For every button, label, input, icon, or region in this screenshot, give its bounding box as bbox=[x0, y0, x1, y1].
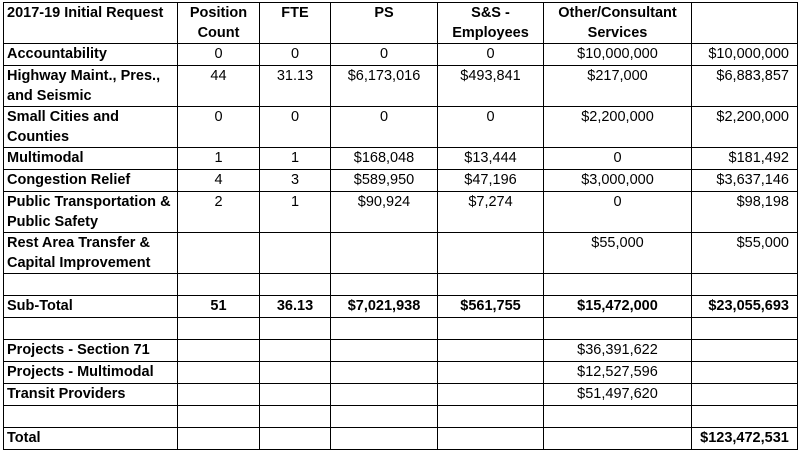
cell-fte bbox=[260, 340, 331, 362]
cell-label: Total bbox=[4, 428, 178, 450]
cell-fte: 3 bbox=[260, 170, 331, 192]
cell-position-count bbox=[178, 340, 260, 362]
cell-total: $23,055,693 bbox=[692, 296, 798, 318]
cell-ps: 0 bbox=[331, 44, 438, 66]
cell-ss-employees: 0 bbox=[438, 107, 544, 148]
cell-fte bbox=[260, 274, 331, 296]
cell-total bbox=[692, 362, 798, 384]
cell-other-consultant: $12,527,596 bbox=[544, 362, 692, 384]
cell-fte: 36.13 bbox=[260, 296, 331, 318]
cell-fte: 0 bbox=[260, 107, 331, 148]
cell-label bbox=[4, 406, 178, 428]
cell-total bbox=[692, 384, 798, 406]
cell-position-count bbox=[178, 384, 260, 406]
table-row bbox=[4, 192, 798, 233]
cell-fte: 1 bbox=[260, 192, 331, 233]
cell-position-count: 0 bbox=[178, 44, 260, 66]
cell-ss-employees: $13,444 bbox=[438, 148, 544, 170]
cell-ss-employees bbox=[438, 318, 544, 340]
cell-other-consultant: $51,497,620 bbox=[544, 384, 692, 406]
cell-fte bbox=[260, 428, 331, 450]
cell-ps: $168,048 bbox=[331, 148, 438, 170]
header-cell-total bbox=[692, 3, 798, 44]
cell-other-consultant: $3,000,000 bbox=[544, 170, 692, 192]
cell-fte bbox=[260, 384, 331, 406]
cell-total bbox=[692, 340, 798, 362]
cell-other-consultant: $15,472,000 bbox=[544, 296, 692, 318]
cell-other-consultant bbox=[544, 274, 692, 296]
cell-total: $123,472,531 bbox=[692, 428, 798, 450]
header-cell-fte: FTE bbox=[260, 3, 331, 44]
cell-label: Transit Providers bbox=[4, 384, 178, 406]
table-row bbox=[4, 362, 798, 384]
header-row bbox=[4, 3, 798, 44]
cell-position-count bbox=[178, 318, 260, 340]
cell-ps: $6,173,016 bbox=[331, 66, 438, 107]
cell-other-consultant: $55,000 bbox=[544, 233, 692, 274]
cell-ps bbox=[331, 318, 438, 340]
cell-ss-employees bbox=[438, 340, 544, 362]
cell-ss-employees bbox=[438, 362, 544, 384]
cell-fte: 31.13 bbox=[260, 66, 331, 107]
cell-fte bbox=[260, 318, 331, 340]
cell-position-count bbox=[178, 428, 260, 450]
cell-ss-employees bbox=[438, 428, 544, 450]
cell-label bbox=[4, 274, 178, 296]
cell-position-count bbox=[178, 406, 260, 428]
cell-total: $3,637,146 bbox=[692, 170, 798, 192]
cell-ps bbox=[331, 406, 438, 428]
cell-fte bbox=[260, 233, 331, 274]
cell-label bbox=[4, 318, 178, 340]
cell-position-count: 44 bbox=[178, 66, 260, 107]
cell-position-count bbox=[178, 233, 260, 274]
cell-total bbox=[692, 318, 798, 340]
cell-other-consultant: 0 bbox=[544, 148, 692, 170]
cell-ps bbox=[331, 384, 438, 406]
cell-label: Accountability bbox=[4, 44, 178, 66]
table-row bbox=[4, 428, 798, 450]
cell-label: Rest Area Transfer & Capital Improvement bbox=[4, 233, 178, 274]
cell-fte bbox=[260, 362, 331, 384]
header-cell-ss-employees: S&S - Employees bbox=[438, 3, 544, 44]
cell-ps: $90,924 bbox=[331, 192, 438, 233]
cell-other-consultant bbox=[544, 406, 692, 428]
cell-other-consultant: $217,000 bbox=[544, 66, 692, 107]
header-cell-position-count: Position Count bbox=[178, 3, 260, 44]
cell-position-count: 0 bbox=[178, 107, 260, 148]
cell-ss-employees: $7,274 bbox=[438, 192, 544, 233]
cell-label: Projects - Section 71 bbox=[4, 340, 178, 362]
table-row bbox=[4, 384, 798, 406]
table-row bbox=[4, 274, 798, 296]
header-cell-other-consultant: Other/Consultant Services bbox=[544, 3, 692, 44]
table-row bbox=[4, 406, 798, 428]
cell-total: $10,000,000 bbox=[692, 44, 798, 66]
cell-position-count: 51 bbox=[178, 296, 260, 318]
cell-ps bbox=[331, 362, 438, 384]
cell-other-consultant: $10,000,000 bbox=[544, 44, 692, 66]
cell-other-consultant: $36,391,622 bbox=[544, 340, 692, 362]
table-row bbox=[4, 233, 798, 274]
cell-ps bbox=[331, 340, 438, 362]
cell-total bbox=[692, 406, 798, 428]
cell-other-consultant: $2,200,000 bbox=[544, 107, 692, 148]
table-row bbox=[4, 170, 798, 192]
cell-position-count: 4 bbox=[178, 170, 260, 192]
header-cell-request: 2017-19 Initial Request bbox=[4, 3, 178, 44]
table-row bbox=[4, 296, 798, 318]
cell-label: Public Transportation & Public Safety bbox=[4, 192, 178, 233]
cell-total: $181,492 bbox=[692, 148, 798, 170]
table-row bbox=[4, 66, 798, 107]
cell-label: Small Cities and Counties bbox=[4, 107, 178, 148]
cell-label: Congestion Relief bbox=[4, 170, 178, 192]
cell-position-count: 2 bbox=[178, 192, 260, 233]
cell-other-consultant bbox=[544, 428, 692, 450]
cell-label: Multimodal bbox=[4, 148, 178, 170]
table-row bbox=[4, 148, 798, 170]
cell-ps bbox=[331, 233, 438, 274]
cell-position-count bbox=[178, 274, 260, 296]
cell-total: $6,883,857 bbox=[692, 66, 798, 107]
cell-ps: $589,950 bbox=[331, 170, 438, 192]
cell-ps: $7,021,938 bbox=[331, 296, 438, 318]
cell-ps bbox=[331, 428, 438, 450]
cell-label: Sub-Total bbox=[4, 296, 178, 318]
cell-ss-employees: $47,196 bbox=[438, 170, 544, 192]
header-cell-ps: PS bbox=[331, 3, 438, 44]
cell-ss-employees bbox=[438, 274, 544, 296]
cell-ss-employees: 0 bbox=[438, 44, 544, 66]
cell-fte: 0 bbox=[260, 44, 331, 66]
cell-ss-employees bbox=[438, 406, 544, 428]
cell-ss-employees: $493,841 bbox=[438, 66, 544, 107]
cell-total: $98,198 bbox=[692, 192, 798, 233]
cell-fte bbox=[260, 406, 331, 428]
cell-ss-employees: $561,755 bbox=[438, 296, 544, 318]
cell-ps: 0 bbox=[331, 107, 438, 148]
cell-position-count bbox=[178, 362, 260, 384]
cell-label: Highway Maint., Pres., and Seismic bbox=[4, 66, 178, 107]
table-row bbox=[4, 340, 798, 362]
cell-fte: 1 bbox=[260, 148, 331, 170]
cell-other-consultant: 0 bbox=[544, 192, 692, 233]
cell-total bbox=[692, 274, 798, 296]
table-row bbox=[4, 44, 798, 66]
cell-ss-employees bbox=[438, 233, 544, 274]
cell-position-count: 1 bbox=[178, 148, 260, 170]
cell-total: $2,200,000 bbox=[692, 107, 798, 148]
table-row bbox=[4, 107, 798, 148]
cell-total: $55,000 bbox=[692, 233, 798, 274]
cell-ss-employees bbox=[438, 384, 544, 406]
table-row bbox=[4, 318, 798, 340]
cell-ps bbox=[331, 274, 438, 296]
table-body bbox=[4, 3, 798, 450]
cell-other-consultant bbox=[544, 318, 692, 340]
cell-label: Projects - Multimodal bbox=[4, 362, 178, 384]
budget-table bbox=[3, 2, 798, 450]
